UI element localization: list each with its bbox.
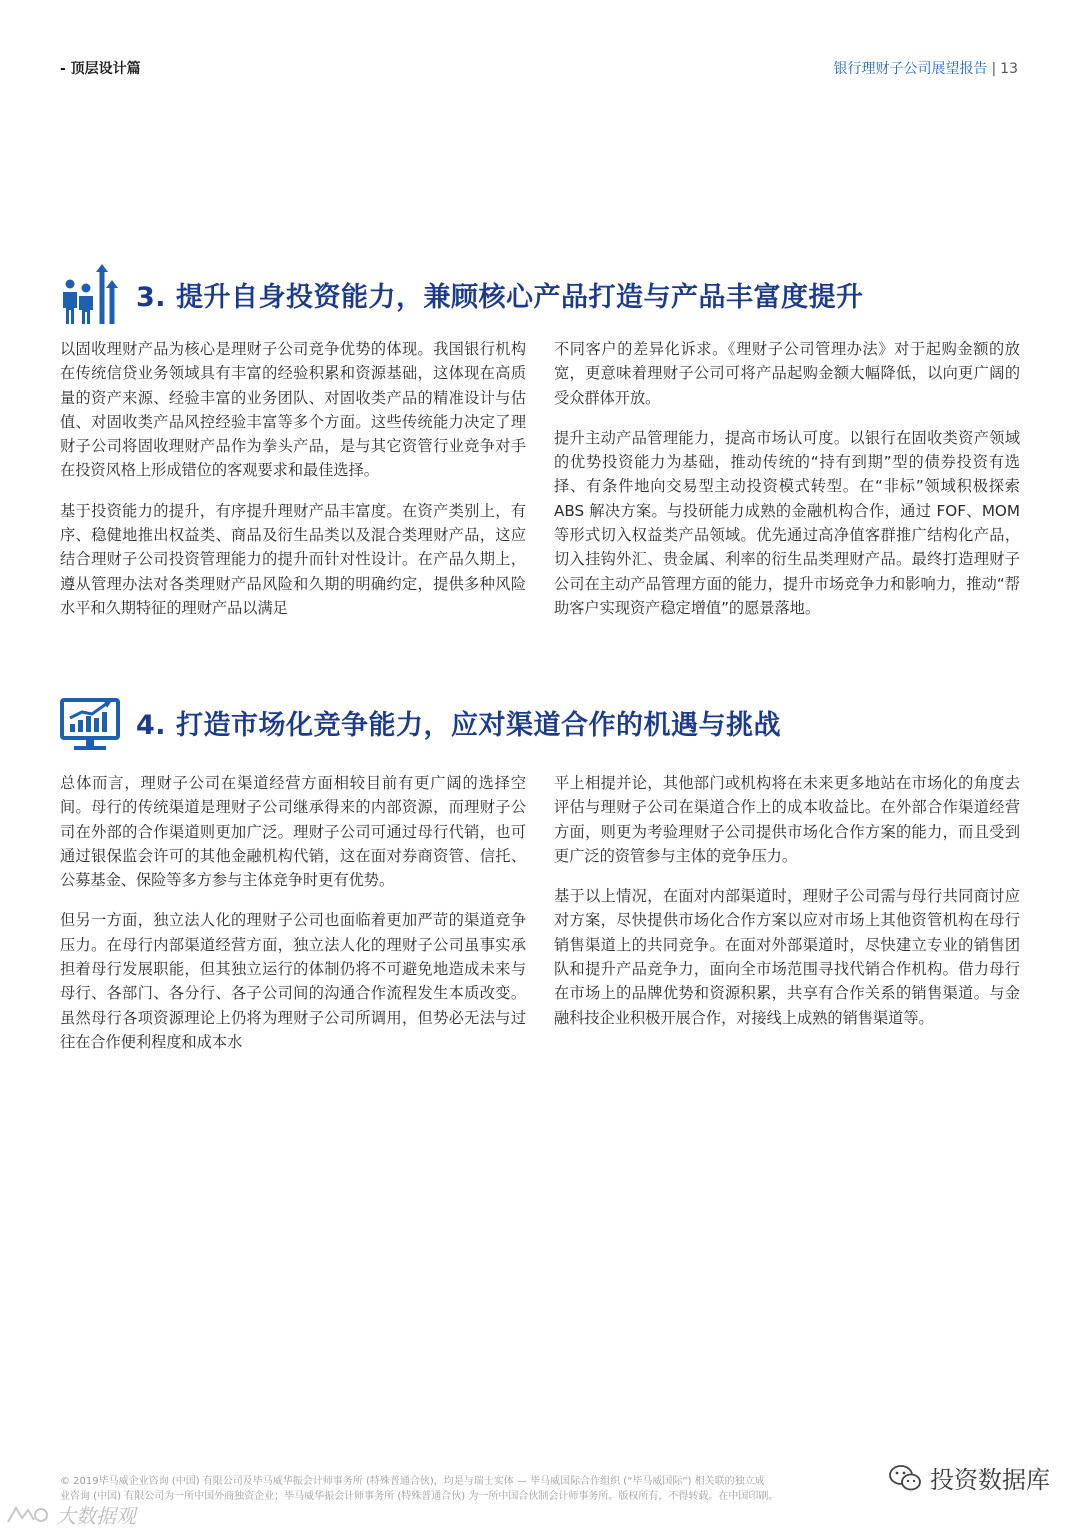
section-4-title: 4. 打造市场化竞争能力，应对渠道合作的机遇与挑战	[136, 709, 781, 741]
brand-logo-icon	[6, 1504, 50, 1526]
watermark-text: 投资数据库	[930, 1466, 1050, 1494]
paragraph: 总体而言，理财子公司在渠道经营方面相较目前有更广阔的选择空间。母行的传统渠道是理财子公司继承得来的内部资源，而理财子公司在外部的合作渠道则更加广泛。理财子公司可通过母行代销，也可通过银保监会许可的其他金融机构代销，这在面对券商资管、信托、公募基金、保险等多方参与主体竞争时更有优势。	[60, 774, 526, 890]
paragraph: 基于以上情况，在面对内部渠道时，理财子公司需与母行共同商讨应对方案，尽快提供市场化合作方案以应对市场上其他资管机构在母行销售渠道上的共同竞争。在面对外部渠道时，尽快建立专业的销售团队和提升产品竞争力，面向全市场范围寻找代销合作机构。借力母行在市场上的品牌优势和资源积累，共享有合作关系的销售渠道。与金融科技企业积极开展合作，对接线上成熟的销售渠道等。	[554, 887, 1020, 1027]
copyright-footer	[60, 1474, 850, 1504]
section-3-left-column	[60, 337, 526, 636]
section-4-heading	[60, 690, 781, 754]
paragraph: 提升主动产品管理能力，提高市场认可度。以银行在固收类资产领域的优势投资能力为基础，推动传统的“持有到期”型的债券投资有选择、有条件地向交易型主动投资模式转型。在“非标”领域积极探索 ABS 解决方案。与投研能力成熟的金融机构合作，通过 FOF、MOM 等形式切入权益类产品领域。优先通过高净值客群推广结构化产品，切入挂钩外汇、贵金属、利率的衍生品类理财产品。最终打造理财子公司在主动产品管理方面的能力，提升市场竞争力和影响力，推动“帮助客户实现资产稳定增值”的愿景落地。	[554, 428, 1020, 617]
paragraph: 不同客户的差异化诉求。《理财子公司管理办法》对于起购金额的放宽，更意味着理财子公司可将产品起购金额大幅降低，以向更广阔的受众群体开放。	[554, 340, 1020, 407]
paragraph: 以固收理财产品为核心是理财子公司竞争优势的体现。我国银行机构在传统信贷业务领域具有丰富的经验积累和资源基础，这体现在高质量的资产来源、经验丰富的业务团队、对固收类产品的精准设计与估值、对固收类产品风控经验丰富等多个方面。这些传统能力决定了理财子公司将固收理财产品作为拳头产品，是与其它资管行业竞争对手在投资风格上形成错位的客观要求和最佳选择。	[60, 340, 526, 480]
people-growth-arrows-icon	[60, 262, 120, 326]
header-separator: |	[991, 61, 997, 77]
paragraph: 但另一方面，独立法人化的理财子公司也面临着更加严苛的渠道竞争压力。在母行内部渠道经营方面，独立法人化的理财子公司虽事实承担着母行发展职能，但其独立运行的体制仍将不可避免地造成未来与母行、各部门、各分行、各子公司间的沟通合作流程发生本质改变。虽然母行各项资源理论上仍将为理财子公司所调用，但势必无法与过往在合作便利程度和成本水	[60, 911, 526, 1051]
paragraph: 平上相提并论，其他部门或机构将在未来更多地站在市场化的角度去评估与理财子公司在渠道合作上的成本收益比。在外部合作渠道经营方面，则更为考验理财子公司提供市场化合作方案的能力，而且受到更广泛的资管参与主体的竞争压力。	[554, 774, 1020, 865]
section-4-left-column	[60, 771, 526, 1070]
report-title: 银行理财子公司展望报告	[833, 61, 988, 77]
section-3-title: 3. 提升自身投资能力，兼顾核心产品打造与产品丰富度提升	[136, 281, 864, 313]
wechat-watermark	[888, 1460, 1050, 1495]
section-3-right-column	[554, 337, 1020, 636]
section-4-right-column	[554, 771, 1020, 1046]
page-number: 13	[1000, 61, 1018, 77]
monitor-chart-icon	[60, 690, 120, 754]
footer-line: © 2019毕马威企业咨询 (中国) 有限公司及毕马威华振会计师事务所 (特殊普通合伙)，均是与瑞士实体 — 毕马威国际合作组织 (“毕马威国际”) 相关联的独立成	[60, 1476, 765, 1487]
report-header	[833, 58, 1018, 78]
section-3-heading	[60, 262, 863, 326]
wechat-icon	[888, 1464, 922, 1492]
brand-watermark	[6, 1500, 136, 1529]
footer-line: 业咨询 (中国) 有限公司为一所中国外商独资企业；毕马威华振会计师事务所 (特殊普通合伙) 为一所中国合伙制会计师事务所。版权所有，不得转载。在中国印刷。	[60, 1491, 779, 1502]
section-label: - 顶层设计篇	[60, 61, 141, 77]
paragraph: 基于投资能力的提升，有序提升理财产品丰富度。在资产类别上，有序、稳健地推出权益类、商品及衍生品类以及混合类理财产品，这应结合理财子公司投资管理能力的提升而针对性设计。在产品久期上，遵从管理办法对各类理财产品风险和久期的明确约定，提供多种风险水平和久期特征的理财产品以满足	[60, 501, 526, 617]
watermark-text: 大数据观	[56, 1504, 136, 1528]
